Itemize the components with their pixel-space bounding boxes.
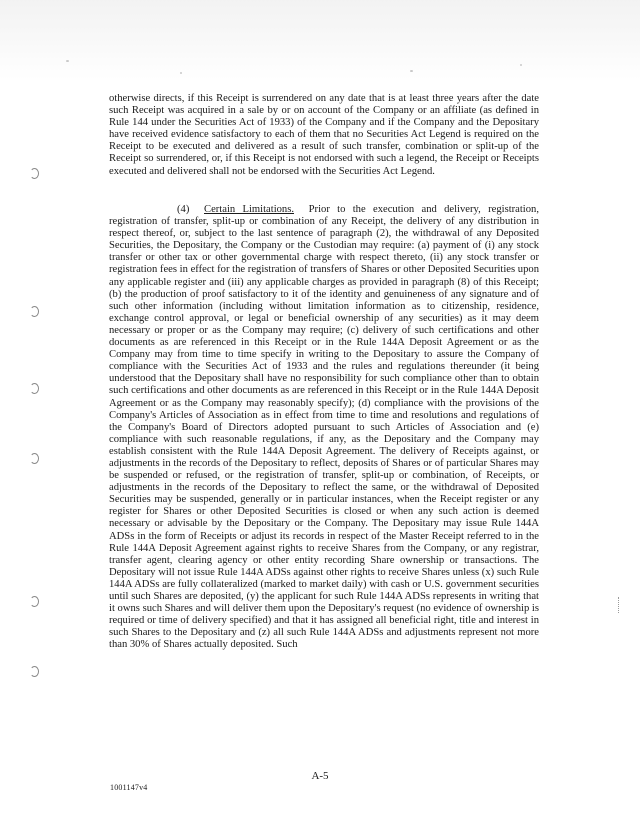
binder-hole-mark: [30, 596, 39, 607]
margin-mark: [618, 597, 620, 613]
binder-hole-mark: [30, 666, 39, 677]
binder-hole-mark: [30, 306, 39, 317]
section-certain-limitations: [109, 204, 539, 651]
section-number: (4): [177, 204, 190, 215]
scan-speck: [410, 70, 413, 72]
scan-noise-band: [0, 0, 640, 80]
scan-speck: [66, 60, 69, 62]
page-number: A-5: [311, 770, 329, 782]
binder-hole-mark: [30, 168, 39, 179]
section-body: Prior to the execution and delivery, registration, registration of transfer, split-up or combination of any Receipt, the delivery of any distribution in respect thereof, or, subject to the last sentence of paragraph (2), the withdrawal of any Deposited Securities, the Depositary, the Company or the Custodian may require: (a) payment of (i) any stock transfer or other tax or other governmental charge with respect thereto, (ii) any stock transfer or registration fees in effect for the registration of transfers of Shares or other Deposited Securities upon any applicable register and (iii) any applicable charges as provided in paragraph (8) of this Receipt; (b) the production of proof satisfactory to it of the identity and genuineness of any signature and of such other information (including without limitation information as to citizenship, residence, exchange control approval, or legal or beneficial ownership of any securities) as it may deem necessary or proper or as the Company may require; (c) delivery of such certifications and other documents as are referenced in this Receipt or in the Rule 144A Deposit Agreement or as the Company may from time to time specify in writing to the Depositary to assure the Company of compliance with the Securities Act of 1933 and the rules and regulations thereunder (it being understood that the Depositary shall have no responsibility for such compliance other than to obtain such certifications and other documents as are referenced in this Receipt or in the Rule 144A Deposit Agreement or as the Company may reasonably specify); (d) compliance with the provisions of the Company's Articles of Association as in effect from time to time and resolutions and regulations of the Company's Board of Directors adopted pursuant to such Articles of Association and (e) compliance with such reasonable regulations, if any, as the Depositary and the Company may establish consistent with the Rule 144A Deposit Agreement. The delivery of Receipts against, or adjustments in the records of the Depositary to reflect, deposits of Shares or of particular Shares may be suspended or refused, or the registration of transfer, split-up or combination, of Receipts, or adjustments in the records of the Depositary to reflect the same, or the withdrawal of Deposited Securities may be suspended, generally or in particular instances, when the Receipt register or any register for Shares or other Deposited Securities is closed or when any such action is deemed necessary or advisable by the Depositary or the Company. The Depositary may issue Rule 144A ADSs in the form of Receipts or adjust its records in respect of the Master Receipt referred to in the Rule 144A Deposit Agreement against rights to receive Shares from the Company, or any registrar, transfer agent, clearing agency or other entity recording Share ownership or transactions. The Depositary will not issue Rule 144A ADSs against other rights to receive Shares unless (x) such Rule 144A ADSs are fully collateralized (marked to market daily) with cash or U.S. government securities until such Shares are deposited, (y) the applicant for such Rule 144A ADSs represents in writing that it owns such Shares and will deliver them upon the Depositary's request (no evidence of ownership is required or time of delivery specified) and that it has assigned all beneficial right, title and interest in such Shares to the Depositary and (z) all such Rule 144A ADSs and adjustments represent not more than 30% of Shares actually deposited. Such: [109, 204, 539, 651]
scan-speck: [180, 72, 182, 74]
binder-hole-mark: [30, 453, 39, 464]
paragraph-continued: otherwise directs, if this Receipt is surrendered on any date that is at least three years after the date such Receipt was acquired in a sale by or on account of the Company or an affiliate (as defined in Rule 144 under the Securities Act of 1933) of the Company and if the Company and the Depositary have received evidence satisfactory to each of them that no Securities Act Legend is required on the Receipt to be executed and delivered as a result of such transfer, combination or split-up of the Receipt so surrendered, or, if this Receipt is not endorsed with such a legend, the Receipt or Receipts executed and delivered shall not be endorsed with the Securities Act Legend.: [109, 93, 539, 177]
binder-hole-mark: [30, 383, 39, 394]
scan-speck: [520, 64, 522, 66]
document-id: 1001147v4: [110, 783, 148, 792]
section-heading: Certain Limitations.: [204, 204, 294, 215]
